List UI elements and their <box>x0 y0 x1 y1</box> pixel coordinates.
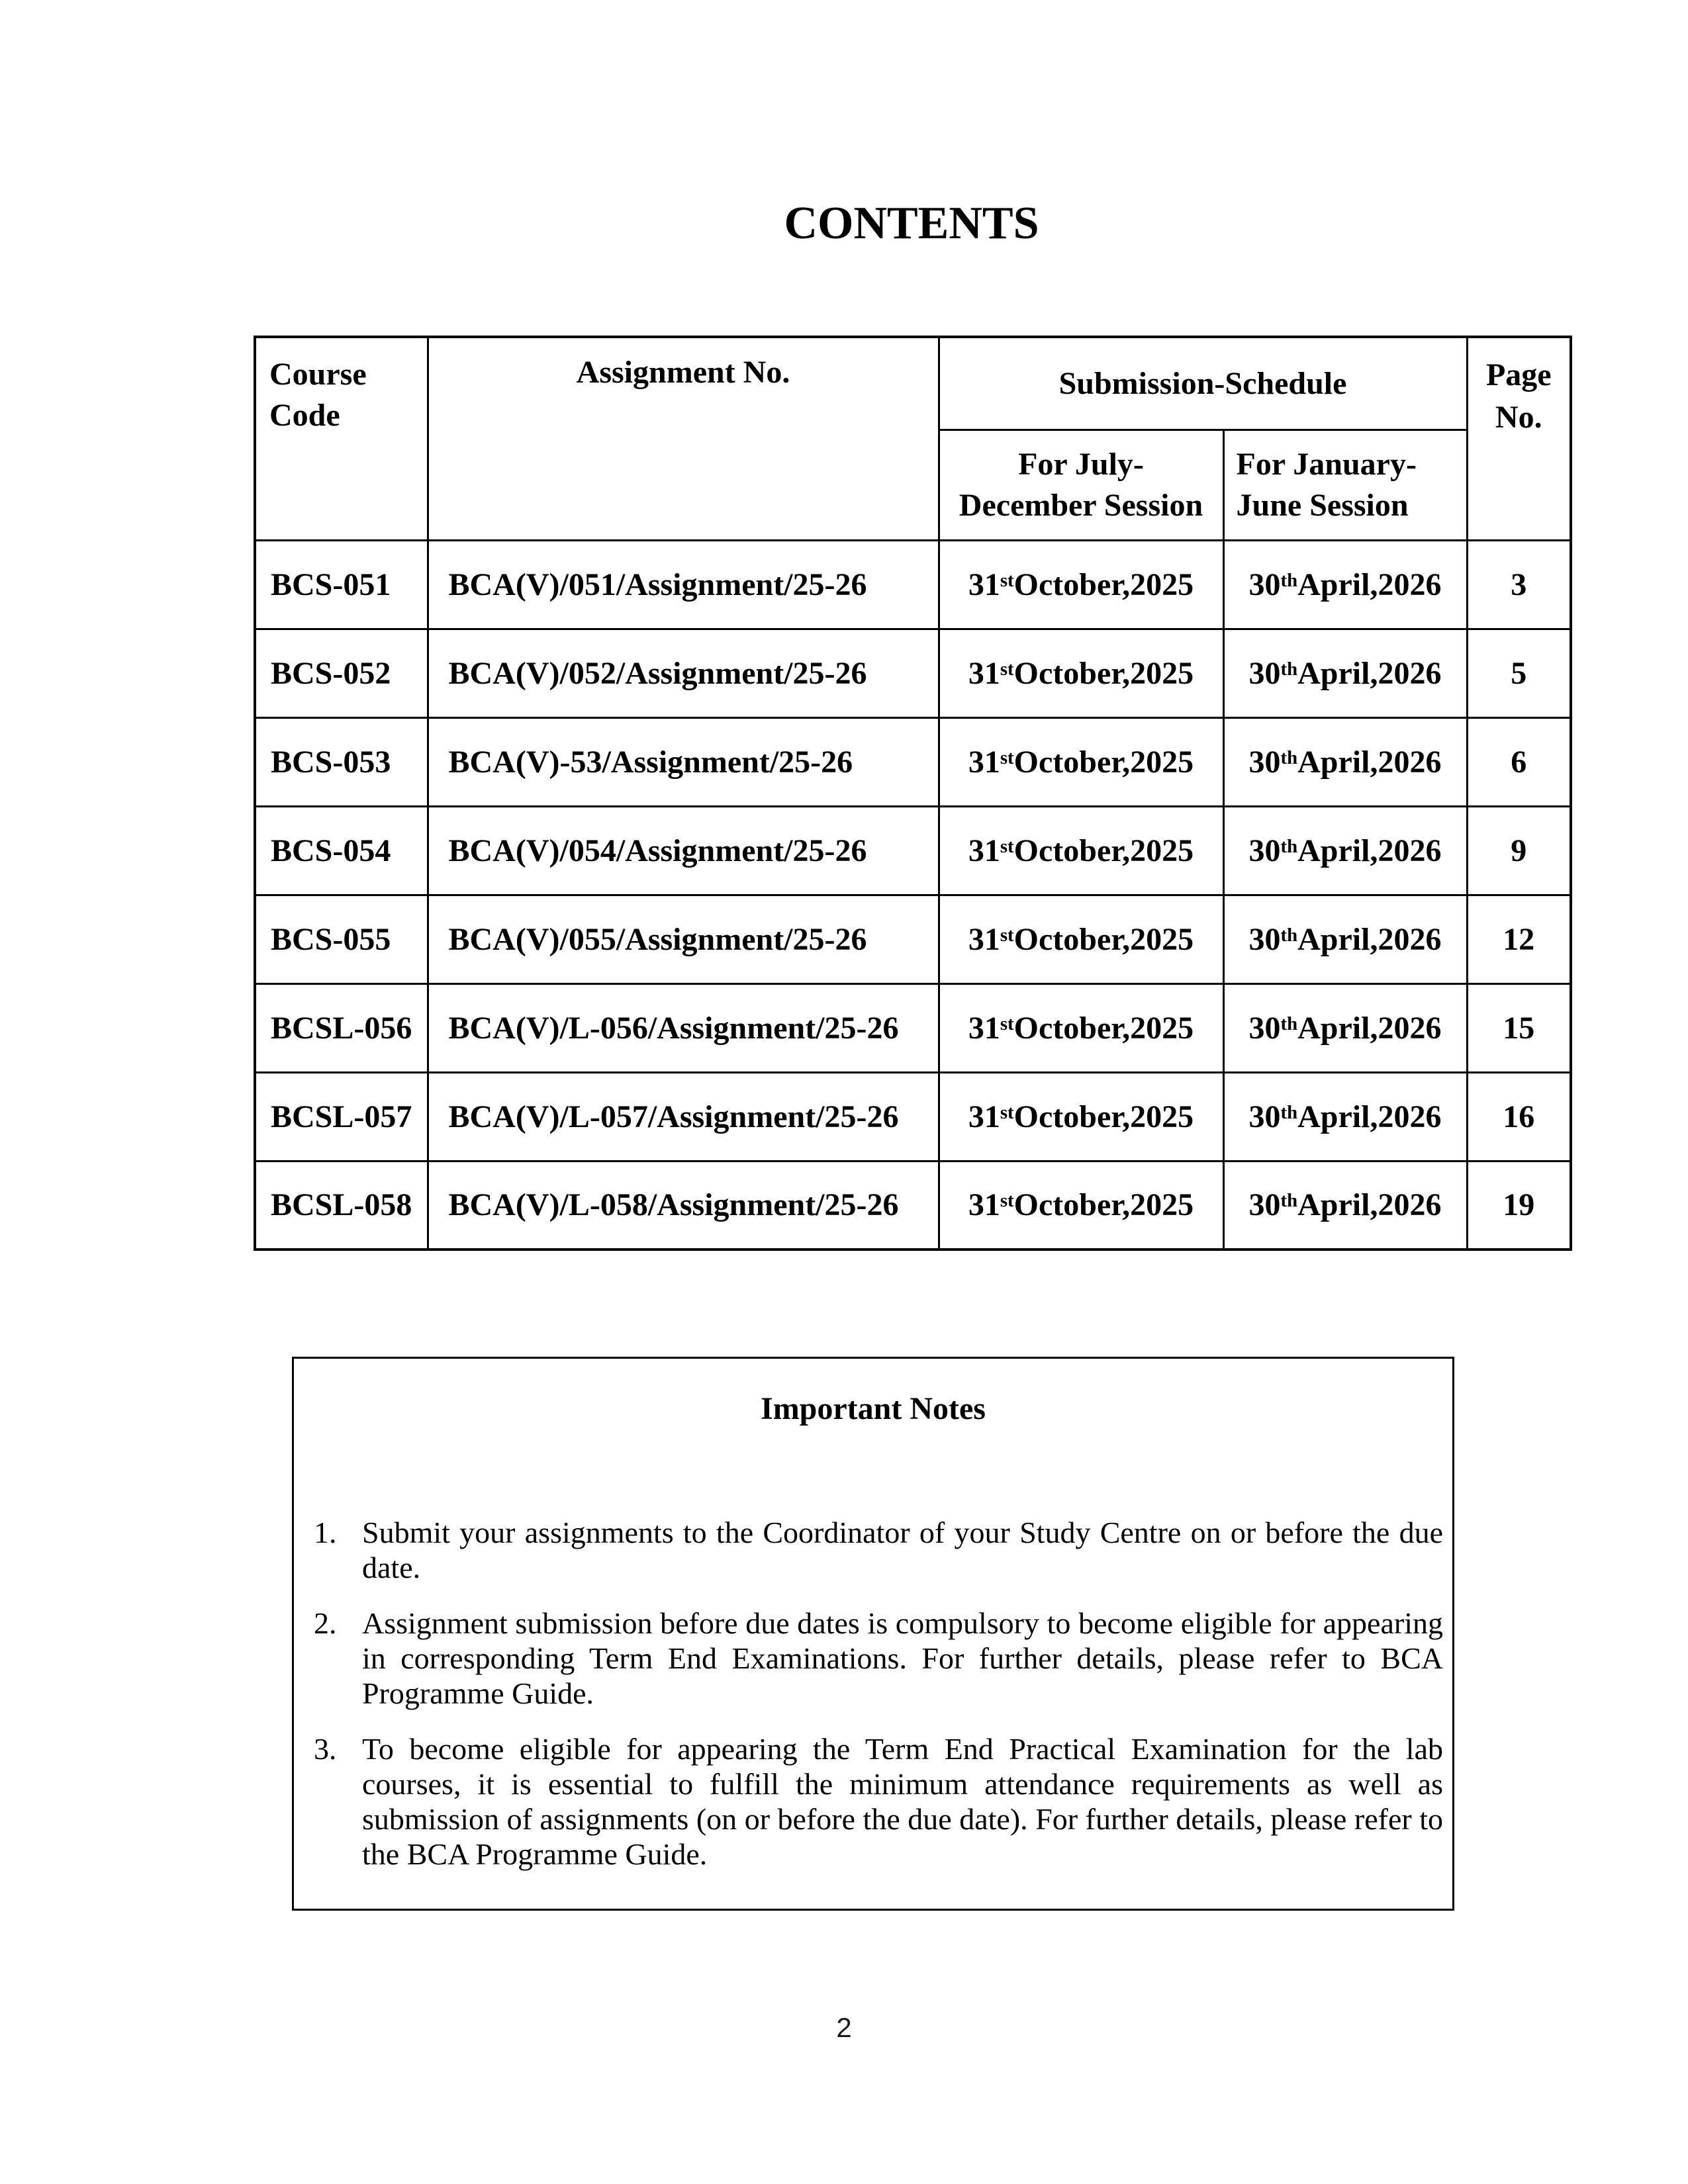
table-row <box>255 806 1571 895</box>
note-number: 1. <box>314 1515 337 1549</box>
date-ordinal: th <box>1280 747 1298 768</box>
table-row <box>255 717 1571 806</box>
note-text: Submit your assignments to the Coordinator of your Study Centre on or before the due date. <box>362 1515 1443 1584</box>
date-ordinal: th <box>1280 1101 1298 1123</box>
july-dec-date-cell <box>939 983 1223 1072</box>
date-rest: October,2025 <box>1013 1010 1194 1046</box>
course-code-cell: BCSL-058 <box>255 1161 428 1250</box>
date-rest: April,2026 <box>1297 1099 1442 1134</box>
date-day: 31 <box>968 1187 1000 1223</box>
date-ordinal: th <box>1280 924 1298 946</box>
date-rest: April,2026 <box>1297 833 1442 868</box>
assignment-no-cell: BCA(V)/055/Assignment/25-26 <box>428 895 939 983</box>
note-text: To become eligible for appearing the Term End Practical Examination for the lab courses, it is essential to fulfill the minimum attendance requirements as well as submission of assignments (on or before the due date). For further details, please refer to the BCA Programme Guide. <box>362 1731 1443 1871</box>
table-row <box>255 895 1571 983</box>
footer-page-number: 2 <box>836 2012 852 2043</box>
july-dec-date-cell <box>939 1072 1223 1161</box>
header-assignment-no: Assignment No. <box>428 337 939 540</box>
assignment-no-cell: BCA(V)/052/Assignment/25-26 <box>428 629 939 717</box>
date-rest: October,2025 <box>1013 1187 1194 1223</box>
date-rest: April,2026 <box>1297 567 1442 602</box>
date-day: 30 <box>1248 567 1281 602</box>
date-rest: October,2025 <box>1013 567 1194 602</box>
date-day: 31 <box>968 655 1000 691</box>
important-notes-box <box>292 1357 1454 1911</box>
date-ordinal: st <box>1000 1013 1014 1034</box>
jan-june-date-cell <box>1223 629 1467 717</box>
page-title: CONTENTS <box>784 198 1039 249</box>
date-rest: April,2026 <box>1297 1187 1442 1223</box>
page-no-cell: 3 <box>1467 540 1571 629</box>
jan-june-date-cell <box>1223 806 1467 895</box>
course-code-cell: BCS-055 <box>255 895 428 983</box>
course-code-cell: BCSL-056 <box>255 983 428 1072</box>
assignment-no-cell: BCA(V)/L-057/Assignment/25-26 <box>428 1072 939 1161</box>
table-row <box>255 1072 1571 1161</box>
header-january-june-session: For January- June Session <box>1223 430 1467 540</box>
note-number: 2. <box>314 1606 337 1640</box>
date-day: 31 <box>968 1099 1000 1134</box>
date-ordinal: st <box>1000 658 1014 680</box>
header-submission-schedule: Submission-Schedule <box>939 337 1467 430</box>
page-no-cell: 6 <box>1467 717 1571 806</box>
date-day: 30 <box>1248 833 1281 868</box>
date-ordinal: st <box>1000 924 1014 946</box>
date-rest: October,2025 <box>1013 833 1194 868</box>
date-day: 30 <box>1248 1010 1281 1046</box>
date-day: 31 <box>968 833 1000 868</box>
assignment-no-cell: BCA(V)-53/Assignment/25-26 <box>428 717 939 806</box>
page-no-cell: 5 <box>1467 629 1571 717</box>
table-row <box>255 983 1571 1072</box>
jan-june-date-cell <box>1223 540 1467 629</box>
date-ordinal: th <box>1280 1013 1298 1034</box>
date-ordinal: th <box>1280 835 1298 857</box>
jan-june-date-cell <box>1223 983 1467 1072</box>
date-day: 31 <box>968 921 1000 957</box>
july-dec-date-cell <box>939 540 1223 629</box>
course-code-cell: BCSL-057 <box>255 1072 428 1161</box>
important-notes-list <box>294 1515 1452 1872</box>
assignment-no-cell: BCA(V)/054/Assignment/25-26 <box>428 806 939 895</box>
table-row <box>255 540 1571 629</box>
note-item <box>314 1515 1443 1585</box>
date-rest: October,2025 <box>1013 655 1194 691</box>
jan-june-date-cell <box>1223 1161 1467 1250</box>
date-rest: April,2026 <box>1297 921 1442 957</box>
july-dec-date-cell <box>939 895 1223 983</box>
date-ordinal: st <box>1000 569 1014 591</box>
page-no-cell: 19 <box>1467 1161 1571 1250</box>
date-ordinal: st <box>1000 835 1014 857</box>
date-day: 31 <box>968 1010 1000 1046</box>
date-ordinal: th <box>1280 1190 1298 1212</box>
date-rest: October,2025 <box>1013 744 1194 780</box>
date-day: 31 <box>968 744 1000 780</box>
date-rest: April,2026 <box>1297 655 1442 691</box>
date-day: 30 <box>1248 921 1281 957</box>
assignment-no-cell: BCA(V)/L-058/Assignment/25-26 <box>428 1161 939 1250</box>
page-no-cell: 9 <box>1467 806 1571 895</box>
table-row <box>255 629 1571 717</box>
assignment-no-cell: BCA(V)/L-056/Assignment/25-26 <box>428 983 939 1072</box>
date-rest: April,2026 <box>1297 744 1442 780</box>
note-number: 3. <box>314 1731 337 1766</box>
jan-june-date-cell <box>1223 717 1467 806</box>
date-rest: October,2025 <box>1013 1099 1194 1134</box>
course-code-cell: BCS-054 <box>255 806 428 895</box>
assignment-no-cell: BCA(V)/051/Assignment/25-26 <box>428 540 939 629</box>
date-day: 30 <box>1248 744 1281 780</box>
date-day: 30 <box>1248 1187 1281 1223</box>
jan-june-date-cell <box>1223 895 1467 983</box>
course-code-cell: BCS-053 <box>255 717 428 806</box>
jan-june-date-cell <box>1223 1072 1467 1161</box>
course-code-cell: BCS-052 <box>255 629 428 717</box>
note-text: Assignment submission before due dates is compulsory to become eligible for appearing in corresponding Term End Examinations. For further details, please refer to BCA Programme Guide. <box>362 1606 1443 1710</box>
july-dec-date-cell <box>939 717 1223 806</box>
july-dec-date-cell <box>939 1161 1223 1250</box>
course-code-cell: BCS-051 <box>255 540 428 629</box>
table-row <box>255 1161 1571 1250</box>
note-item <box>314 1731 1443 1872</box>
page-no-cell: 15 <box>1467 983 1571 1072</box>
date-rest: April,2026 <box>1297 1010 1442 1046</box>
header-course-code: Course Code <box>255 337 428 540</box>
date-rest: October,2025 <box>1013 921 1194 957</box>
table-header-row-1 <box>255 337 1571 430</box>
date-ordinal: st <box>1000 1101 1014 1123</box>
contents-table <box>254 336 1572 1251</box>
date-ordinal: st <box>1000 747 1014 768</box>
header-july-december-session: For July- December Session <box>939 430 1223 540</box>
date-day: 31 <box>968 567 1000 602</box>
date-day: 30 <box>1248 1099 1281 1134</box>
date-ordinal: th <box>1280 658 1298 680</box>
important-notes-title: Important Notes <box>761 1391 986 1426</box>
page-no-cell: 16 <box>1467 1072 1571 1161</box>
note-item <box>314 1606 1443 1711</box>
july-dec-date-cell <box>939 806 1223 895</box>
page-no-cell: 12 <box>1467 895 1571 983</box>
date-ordinal: st <box>1000 1190 1014 1212</box>
date-day: 30 <box>1248 655 1281 691</box>
header-page-no: Page No. <box>1467 337 1571 540</box>
date-ordinal: th <box>1280 569 1298 591</box>
july-dec-date-cell <box>939 629 1223 717</box>
